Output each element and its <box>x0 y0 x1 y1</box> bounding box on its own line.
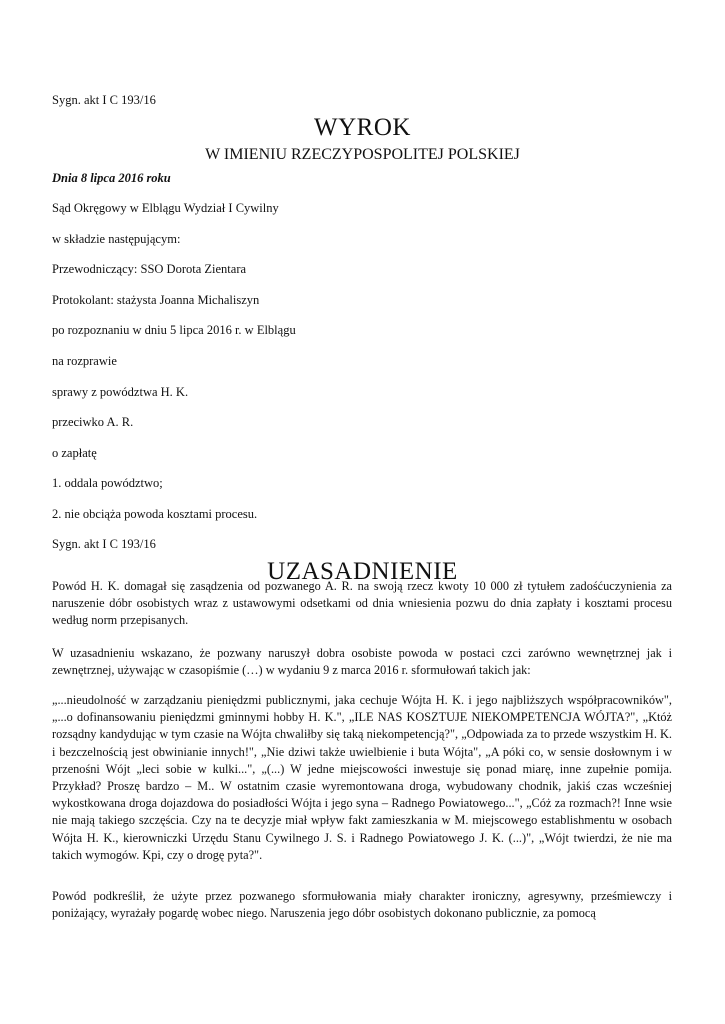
justification-paragraph <box>52 645 672 679</box>
case-signature-justification: Sygn. akt I C 193/16 <box>52 537 156 551</box>
court-composition: w składzie następującym: <box>52 232 181 246</box>
justification-paragraph <box>52 578 672 630</box>
verdict-item: 2. nie obciąża powoda kosztami procesu. <box>52 507 258 521</box>
case-signature-top: Sygn. akt I C 193/16 <box>52 93 156 107</box>
case-claimant: sprawy z powództwa H. K. <box>52 385 189 399</box>
paragraph-text: W uzasadnieniu wskazano, że pozwany naruszył dobra osobiste powoda w postaci czci zarówno wewnętrznej jak i zewnętrznej, używając w czasopiśmie (…) w wydaniu 9 z marca 2016 r. sformułowań takich jak: <box>52 646 672 678</box>
paragraph-text: Powód podkreślił, że użyte przez pozwanego sformułowania miały charakter ironiczny, agresywny, prześmiewczy i poniżający, wyrażały pogardę wobec niego. Naruszenia jego dóbr osobistych dokonano publicznie, za pomocą <box>52 889 672 921</box>
justification-quote-paragraph <box>52 692 672 864</box>
court-name: Sąd Okręgowy w Elblągu Wydział I Cywilny <box>52 201 279 215</box>
court-clerk: Protokolant: stażysta Joanna Michaliszyn <box>52 293 260 307</box>
paragraph-text: Powód H. K. domagał się zasądzenia od pozwanego A. R. na swoją rzecz kwoty 10 000 zł tytułem zadośćuczynienia za naruszenie dóbr osobistych wraz z ustawowymi odsetkami od dnia wniesienia pozwu do dnia zapłaty i kosztami procesu według norm przepisanych. <box>52 579 672 628</box>
case-subject: o zapłatę <box>52 446 97 460</box>
case-defendant: przeciwko A. R. <box>52 415 134 429</box>
justification-title: UZASADNIENIE <box>267 558 458 585</box>
verdict-subtitle: W IMIENIU RZECZYPOSPOLITEJ POLSKIEJ <box>205 146 520 163</box>
verdict-date: Dnia 8 lipca 2016 roku <box>52 171 171 185</box>
court-chair: Przewodniczący: SSO Dorota Zientara <box>52 262 247 276</box>
verdict-title: WYROK <box>314 114 411 141</box>
hearing-date: po rozpoznaniu w dniu 5 lipca 2016 r. w Elblągu <box>52 323 296 337</box>
hearing-type: na rozprawie <box>52 354 117 368</box>
paragraph-text: „...nieudolność w zarządzaniu pieniędzmi publicznymi, jaka cechuje Wójta H. K. i jego najbliższych współpracowników", „...o dofinansowaniu pieniędzmi gminnymi hobby H. K.", „ILE NAS KOSZTUJE NIEKOMPETENCJA WÓJTA?", „Któż rozsądny kandydując w tym czasie na Wójta chwaliłby się taką niekompetencją?", „Odpowiada za to przede wszystkim H. K. i bezczelnością jest obwinianie innych!", „Nie dziwi także uwielbienie i buta Wójta", „A póki co, w sensie dosłownym i w przenośni Wójt „leci sobie w kulki...", „(...) W jedne miejscowości inwestuje się ponad miarę, inne zupełnie pomija. Przykład? Proszę bardzo – M.. W ostatnim czasie wyremontowana droga, wybudowany chodnik, jakiś czas wcześniej wykostkowana droga dojazdowa do posiadłości Wójta i jego syna – Radnego Powiatowego...", „Cóż za rozmach?! Inne wsie nie mają takiego szczęścia. Czy na te decyzje miał wpływ fakt zamieszkania w M. miejscowego establishmentu w osobach Wójta H. K., kierowniczki Urzędu Stanu Cywilnego J. S. i Radnego Powiatowego J. K. (...)", „Wójt twierdzi, że nie ma takich wymogów. Kpi, czy o drogę pyta?". <box>52 693 672 862</box>
verdict-item: 1. oddala powództwo; <box>52 476 163 490</box>
justification-paragraph <box>52 888 672 922</box>
